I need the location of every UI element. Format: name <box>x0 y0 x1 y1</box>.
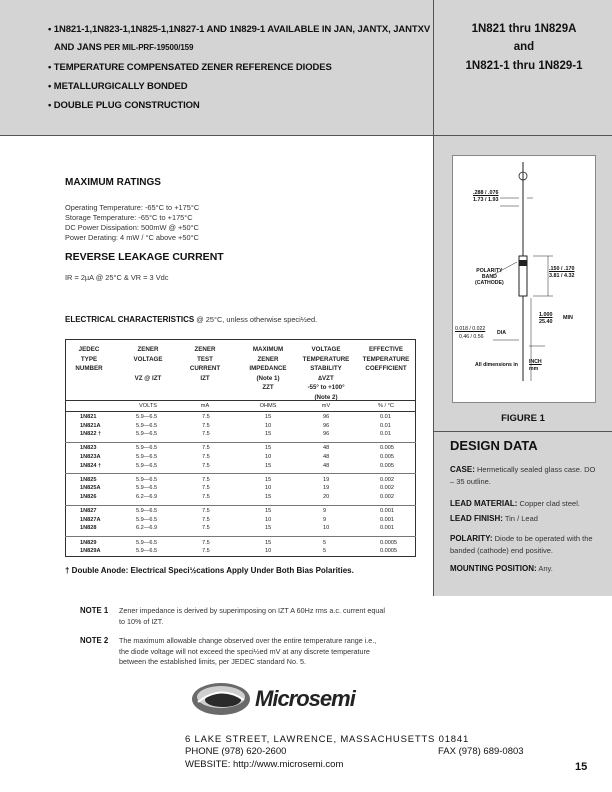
note-2-text: The maximum allowable change observed over the entire temperature range i.e., the diode voltage will not exceed the speci½ed mV at any discrete temperature between the established limits, per JEDEC standard No. 5. <box>119 636 377 666</box>
table-cell: 15 <box>265 525 272 532</box>
dim-lead-inch: 1.000 <box>539 312 553 318</box>
dim-lead-dia-inch: 0.018 / 0.022 <box>455 326 486 332</box>
dim-diameter-mm: 1.73 / 1.93 <box>473 197 499 203</box>
rating-line: Storage Temperature: -65°C to +175°C <box>65 213 193 222</box>
table-cell: 1N827 <box>80 508 97 515</box>
table-cell: 5.9—6.5 <box>136 431 158 438</box>
table-header-cell: ZENER <box>137 346 159 353</box>
dim-diameter-inch: .288 / .076 <box>473 190 499 196</box>
table-unit-cell: % / °C <box>378 403 394 409</box>
page-number: 15 <box>575 761 588 773</box>
table-cell: 0.001 <box>380 516 394 523</box>
table-header-cell: CURRENT <box>189 365 221 372</box>
company-address: 6 LAKE STREET, LAWRENCE, MASSACHUSETTS 01841 <box>185 734 470 745</box>
table-cell: 5.9—6.5 <box>136 422 158 429</box>
table-cell: 96 <box>323 422 330 429</box>
table-header-cell: TEST <box>197 355 213 363</box>
table-header-cell: TEMPERATURE <box>302 355 350 363</box>
table-cell: 1N821 <box>80 414 97 420</box>
table-header-cell: ∆VZT <box>318 374 334 382</box>
elec-title: ELECTRICAL CHARACTERISTICS @ 25°C, unless otherwise speci½ed. <box>65 315 318 324</box>
table-cell: 7.5 <box>202 476 210 483</box>
table-units-rule <box>65 411 416 412</box>
table-cell: 0.01 <box>380 414 391 420</box>
table-cell: 5.9—6.5 <box>136 476 158 483</box>
table-cell: 5.9—6.5 <box>136 414 158 420</box>
table-cell: 7.5 <box>202 508 210 515</box>
double-anode-note: † Double Anode: Electrical Speci½cations Apply Under Both Bias Polarities. <box>65 566 354 575</box>
table-group-rule <box>65 442 416 443</box>
table-top-rule <box>65 339 416 340</box>
part-range-title-2: 1N821-1 thru 1N829-1 <box>465 60 583 72</box>
dim-lead-mm: 25.40 <box>539 319 553 325</box>
table-cell: 10 <box>265 485 272 492</box>
table-unit-cell: OHMS <box>259 403 277 409</box>
note-1-text: Zener impedance is derived by superimposing on IZT A 60Hz rms a.c. current equal to 10% of IZT. <box>119 606 385 626</box>
table-header-cell: TEMPERATURE <box>362 355 410 363</box>
table-cell: 7.5 <box>202 548 210 555</box>
table-header-cell: (Note 2) <box>314 393 338 401</box>
feature-bullet: AND JANS PER MIL-PRF-19500/159 <box>54 42 194 53</box>
table-header-cell: JEDEC <box>78 346 100 353</box>
table-cell: 5 <box>323 548 327 555</box>
table-cell: 15 <box>265 476 272 483</box>
table-cell: 96 <box>323 431 330 438</box>
table-cell: 7.5 <box>202 494 210 500</box>
figure-caption: FIGURE 1 <box>501 413 545 424</box>
table-cell: 0.002 <box>380 485 394 492</box>
table-cell: 19 <box>323 485 330 492</box>
table-cell: 10 <box>265 516 272 523</box>
table-cell: 20 <box>323 494 330 500</box>
table-cell: 15 <box>265 494 272 500</box>
part-range-and: and <box>513 41 535 53</box>
table-cell: 6.2—6.9 <box>136 525 158 532</box>
table-cell: 1N824 † <box>80 462 102 469</box>
table-cell: 1N829A <box>80 548 101 555</box>
table-cell: 7.5 <box>202 445 210 452</box>
polarity-band-label: POLARITY BAND (CATHODE) <box>475 268 504 286</box>
table-cell: 1N825A <box>80 485 101 492</box>
table-unit-cell: mV <box>321 403 331 409</box>
table-header-cell: IZT <box>200 374 210 382</box>
company-phone: PHONE (978) 620-2600 <box>185 746 287 757</box>
table-cell: 1N829 <box>80 539 97 546</box>
feature-bullet: • TEMPERATURE COMPENSATED ZENER REFERENCE DIODES <box>48 62 332 73</box>
table-cell: 5.9—6.5 <box>136 445 158 452</box>
table-cell: 10 <box>323 525 330 532</box>
company-fax: FAX (978) 689-0803 <box>438 746 524 757</box>
note-2-label: NOTE 2 <box>80 636 109 645</box>
rating-line: Operating Temperature: -65°C to +175°C <box>65 203 200 212</box>
table-cell: 5.9—6.5 <box>136 462 158 469</box>
table-header-cell: -55° to +100° <box>307 384 345 391</box>
dim-dia-label: DIA <box>497 330 506 336</box>
table-cell: 10 <box>265 422 272 429</box>
table-header-cell: NUMBER <box>75 365 103 372</box>
table-cell: 5.9—6.5 <box>136 539 158 546</box>
table-cell: 0.001 <box>380 525 394 532</box>
table-cell: 7.5 <box>202 462 210 469</box>
dim-lead-dia-mm: 0.46 / 0.56 <box>459 334 484 340</box>
table-header-cell: VZ @ IZT <box>134 374 162 382</box>
unit-mm: mm <box>529 366 539 372</box>
table-header-cell: ZENER <box>257 355 279 363</box>
table-unit-cell: VOLTS <box>139 403 157 409</box>
max-ratings-title: MAXIMUM RATINGS <box>65 177 161 188</box>
dim-lead-min: MIN <box>563 315 573 321</box>
table-cell: 0.001 <box>380 508 394 515</box>
table-cell: 7.5 <box>202 539 210 546</box>
table-cell: 15 <box>265 462 272 469</box>
note-1-label: NOTE 1 <box>80 606 109 615</box>
table-header-cell: IMPEDANCE <box>249 365 287 372</box>
design-case: CASE: Hermetically sealed glass case. DO – 35 outline. <box>450 465 596 486</box>
table-cell: 19 <box>323 476 330 483</box>
table-header-cell: VOLTAGE <box>133 355 163 363</box>
table-cell: 1N825 <box>80 476 97 483</box>
table-cell: 9 <box>323 516 327 523</box>
table-cell: 1N821A <box>80 422 101 429</box>
table-bottom-rule <box>65 556 416 557</box>
table-cell: 5.9—6.5 <box>136 485 158 492</box>
table-cell: 48 <box>323 445 330 452</box>
table-cell: 7.5 <box>202 422 210 429</box>
table-header-cell: STABILITY <box>310 365 342 372</box>
table-cell: 0.01 <box>380 422 391 429</box>
feature-bullet: • METALLURGICALLY BONDED <box>48 81 188 92</box>
table-cell: 7.5 <box>202 414 210 420</box>
design-mounting: MOUNTING POSITION: Any. <box>450 564 553 573</box>
table-header-cell: VOLTAGE <box>311 346 341 353</box>
design-polarity: POLARITY: Diode to be operated with the banded (cathode) end positive. <box>450 534 593 555</box>
table-cell: 15 <box>265 445 272 452</box>
feature-bullet: • 1N821-1,1N823-1,1N825-1,1N827-1 AND 1N829-1 AVAILABLE IN JAN, JANTX, JANTXV <box>48 24 431 35</box>
design-data-title: DESIGN DATA <box>450 438 538 453</box>
table-cell: 1N828 <box>80 525 97 532</box>
table-unit-cell: mA <box>200 403 210 409</box>
table-cell: 7.5 <box>202 525 210 532</box>
table-cell: 10 <box>265 548 272 555</box>
table-group-rule <box>65 536 416 537</box>
leakage-line: IR = 2µA @ 25°C & VR = 3 Vdc <box>65 273 169 282</box>
table-cell: 0.002 <box>380 476 394 483</box>
table-header-cell: (Note 1) <box>256 374 280 382</box>
table-cell: 0.0005 <box>380 539 398 546</box>
rating-line: Power Derating: 4 mW / °C above +50°C <box>65 233 199 242</box>
table-cell: 15 <box>265 539 272 546</box>
table-cell: 15 <box>265 414 272 420</box>
leakage-title: REVERSE LEAKAGE CURRENT <box>65 251 224 263</box>
company-logo-text: Microsemi <box>255 686 355 711</box>
table-cell: 5 <box>323 539 327 546</box>
design-lead-material: LEAD MATERIAL: Copper clad steel. <box>450 499 580 508</box>
microsemi-logo-icon <box>190 680 252 718</box>
unit-inch: INCH <box>529 359 542 365</box>
part-range-title: 1N821 thru 1N829A <box>471 23 577 35</box>
table-cell: 1N826 <box>80 494 97 500</box>
feature-bullet: • DOUBLE PLUG CONSTRUCTION <box>48 100 200 111</box>
table-cell: 5.9—6.5 <box>136 508 158 515</box>
table-cell: 15 <box>265 508 272 515</box>
table-cell: 5.9—6.5 <box>136 454 158 460</box>
table-cell: 0.002 <box>380 494 394 500</box>
panel-separator <box>434 431 612 432</box>
table-group-rule <box>65 505 416 506</box>
table-cell: 6.2—6.9 <box>136 494 158 500</box>
header-divider <box>433 0 434 135</box>
company-website[interactable]: WEBSITE: http://www.microsemi.com <box>185 759 344 770</box>
table-header-cell: MAXIMUM <box>252 346 284 353</box>
table-cell: 48 <box>323 462 330 469</box>
table-cell: 7.5 <box>202 516 210 523</box>
dims-note: All dimensions in <box>475 362 518 368</box>
dim-body-mm: 3.81 / 4.32 <box>549 273 575 279</box>
table-cell: 5.9—6.5 <box>136 516 158 523</box>
table-cell: 1N823A <box>80 454 101 460</box>
rating-line: DC Power Dissipation: 500mW @ +50°C <box>65 223 199 232</box>
table-cell: 7.5 <box>202 431 210 438</box>
table-cell: 0.0005 <box>380 548 398 555</box>
table-group-rule <box>65 473 416 474</box>
table-cell: 10 <box>265 454 272 460</box>
table-cell: 0.005 <box>380 445 394 452</box>
figure-1-drawing <box>452 155 596 403</box>
table-header-rule <box>65 400 416 401</box>
table-cell: 0.005 <box>380 462 394 469</box>
table-header-cell: ZZT <box>262 384 274 391</box>
table-cell: 0.01 <box>380 431 391 438</box>
table-cell: 15 <box>265 431 272 438</box>
table-header-cell: TYPE <box>80 355 98 363</box>
table-header-cell: ZENER <box>194 346 216 353</box>
dim-body-inch: .150 / .170 <box>549 266 575 272</box>
design-lead-finish: LEAD FINISH: Tin / Lead <box>450 514 538 523</box>
table-cell: 7.5 <box>202 485 210 492</box>
table-cell: 1N827A <box>80 516 101 523</box>
table-cell: 1N822 † <box>80 431 102 438</box>
table-cell: 0.005 <box>380 454 394 460</box>
table-cell: 1N823 <box>80 445 97 452</box>
table-cell: 5.9—6.5 <box>136 548 158 555</box>
table-cell: 9 <box>323 508 327 515</box>
table-cell: 96 <box>323 414 330 420</box>
table-header-cell: EFFECTIVE <box>368 346 404 353</box>
table-cell: 48 <box>323 454 330 460</box>
table-header-cell: COEFFICIENT <box>365 365 407 372</box>
table-cell: 7.5 <box>202 454 210 460</box>
